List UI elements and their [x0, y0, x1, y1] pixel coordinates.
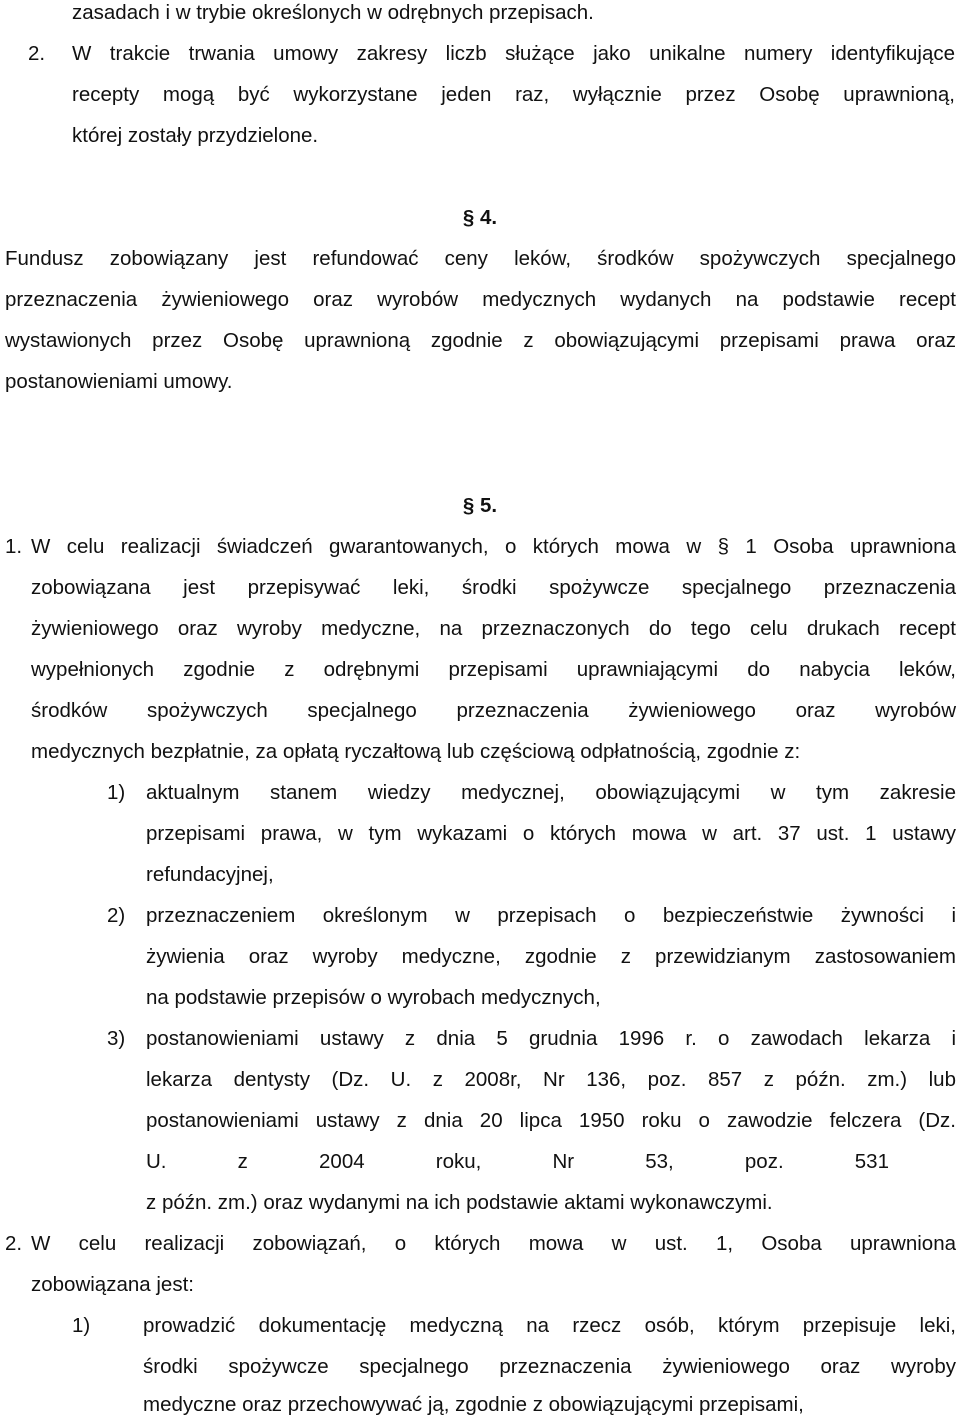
paragraph-text: zobowiązana jest:: [31, 1273, 194, 1296]
paragraph-text: postanowieniami umowy.: [5, 370, 233, 393]
list-item-line: [0, 1182, 960, 1223]
list-item-line: [0, 977, 960, 1018]
paragraph-text: medycznych bezpłatnie, za opłatą ryczałtową lub częściową odpłatnością, zgodnie z:: [31, 740, 801, 763]
text-line: [0, 115, 960, 156]
text-line: [0, 238, 960, 279]
paragraph-text: przeznaczenia żywieniowego oraz wyrobów medycznych wydanych na podstawie recept: [5, 288, 956, 311]
list-item-text: żywienia oraz wyroby medyczne, zgodnie z przewidzianym zastosowaniem: [146, 945, 956, 968]
paragraph-text: której zostały przydzielone.: [72, 124, 319, 147]
list-item-text: refundacyjnej,: [146, 863, 274, 886]
paragraph-text: W celu realizacji zobowiązań, o których mowa w ust. 1, Osoba uprawniona: [31, 1232, 956, 1255]
paragraph-number: 2.: [28, 42, 46, 65]
list-item-line: [0, 1346, 960, 1387]
list-item-line: [0, 854, 960, 895]
paragraph-number: 2.: [5, 1232, 23, 1255]
list-item-number: 1): [107, 781, 126, 804]
text-line: [0, 1223, 960, 1264]
list-item-number: 1): [72, 1314, 91, 1337]
text-line: [0, 0, 960, 33]
paragraph-text: recepty mogą być wykorzystane jeden raz, wyłącznie przez Osobę uprawnioną,: [72, 83, 955, 106]
paragraph-text: W celu realizacji świadczeń gwarantowanych, o których mowa w § 1 Osoba uprawniona: [31, 535, 956, 558]
paragraph-number: 1.: [5, 535, 23, 558]
paragraph-text: żywieniowego oraz wyroby medyczne, na przeznaczonych do tego celu drukach recept: [31, 617, 956, 640]
text-line: [0, 690, 960, 731]
text-line: [0, 33, 960, 74]
list-item-line: [0, 895, 960, 936]
section-heading: § 5.: [462, 494, 498, 517]
list-item-number: 2): [107, 904, 126, 927]
list-item-number: 3): [107, 1027, 126, 1050]
list-item-line: [0, 813, 960, 854]
section-heading: § 4.: [462, 206, 498, 229]
list-item-line: [0, 1100, 960, 1141]
list-item-text: lekarza dentysty (Dz. U. z 2008r, Nr 136, poz. 857 z późn. zm.) lub: [146, 1068, 956, 1091]
list-item-line: [0, 1018, 960, 1059]
section-heading-line: [0, 197, 960, 238]
list-item-text: środki spożywcze specjalnego przeznaczenia żywieniowego oraz wyroby: [143, 1355, 956, 1378]
list-item-text: postanowieniami ustawy z dnia 5 grudnia 1996 r. o zawodach lekarza i: [146, 1027, 956, 1050]
text-line: [0, 74, 960, 115]
list-item-line: [0, 1141, 960, 1182]
section-heading-line: [0, 485, 960, 526]
list-item-text: U. z 2004 roku, Nr 53, poz. 531: [146, 1150, 889, 1173]
list-item-text: na podstawie przepisów o wyrobach medycznych,: [146, 986, 601, 1009]
text-line: [0, 1264, 960, 1305]
list-item-text: medyczne oraz przechowywać ją, zgodnie z obowiązującymi przepisami,: [143, 1393, 804, 1416]
list-item-text: przeznaczeniem określonym w przepisach o bezpieczeństwie żywności i: [146, 904, 956, 927]
list-item-text: aktualnym stanem wiedzy medycznej, obowiązującymi w tym zakresie: [146, 781, 956, 804]
paragraph-text: zobowiązana jest przepisywać leki, środki spożywcze specjalnego przeznaczenia: [31, 576, 956, 599]
list-item-line: [0, 1384, 960, 1425]
list-item-text: przepisami prawa, w tym wykazami o których mowa w art. 37 ust. 1 ustawy: [146, 822, 956, 845]
paragraph-text: W trakcie trwania umowy zakresy liczb służące jako unikalne numery identyfikujące: [72, 42, 955, 65]
paragraph-text: zasadach i w trybie określonych w odrębnych przepisach.: [72, 1, 594, 24]
text-line: [0, 279, 960, 320]
list-item-text: postanowieniami ustawy z dnia 20 lipca 1950 roku o zawodzie felczera (Dz.: [146, 1109, 956, 1132]
text-line: [0, 649, 960, 690]
list-item-line: [0, 936, 960, 977]
paragraph-text: środków spożywczych specjalnego przeznaczenia żywieniowego oraz wyrobów: [31, 699, 956, 722]
paragraph-text: wystawionych przez Osobę uprawnioną zgodnie z obowiązującymi przepisami prawa oraz: [5, 329, 956, 352]
list-item-line: [0, 1059, 960, 1100]
paragraph-text: wypełnionych zgodnie z odrębnymi przepisami uprawniającymi do nabycia leków,: [31, 658, 956, 681]
list-item-text: z późn. zm.) oraz wydanymi na ich podstawie aktami wykonawczymi.: [146, 1191, 773, 1214]
text-line: [0, 320, 960, 361]
list-item-line: [0, 772, 960, 813]
text-line: [0, 526, 960, 567]
text-line: [0, 567, 960, 608]
text-line: [0, 608, 960, 649]
list-item-line: [0, 1305, 960, 1346]
paragraph-text: Fundusz zobowiązany jest refundować ceny leków, środków spożywczych specjalnego: [5, 247, 956, 270]
list-item-text: prowadzić dokumentację medyczną na rzecz osób, którym przepisuje leki,: [143, 1314, 956, 1337]
text-line: [0, 731, 960, 772]
text-line: [0, 361, 960, 402]
